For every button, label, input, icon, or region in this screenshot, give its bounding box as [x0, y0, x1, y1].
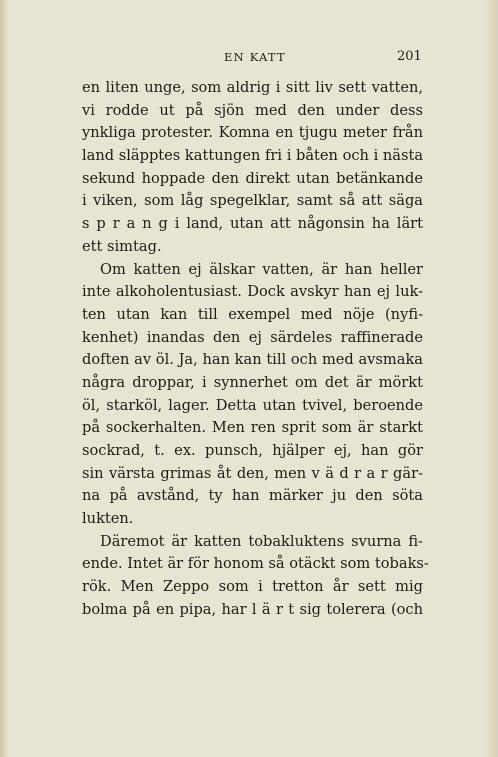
text-line: ende. Intet är för honom så otäckt som tobaks- — [82, 555, 429, 573]
text-line: ett simtag. — [82, 237, 162, 255]
text-line: ten utan kan till exempel med nöje (nyfi- — [82, 305, 423, 323]
text-line: kenhet) inandas den ej särdeles raffinerade — [82, 328, 423, 346]
page-number: 201 — [397, 49, 422, 64]
text-line: sekund hoppade den direkt utan betänkande — [82, 169, 423, 187]
text-line: s p r a n g i land, utan att någonsin ha lärt — [82, 215, 423, 233]
text-line: vi rodde ut på sjön med den under dess — [82, 101, 423, 119]
text-line: några droppar, i synnerhet om det är mörkt — [82, 373, 423, 391]
text-line: land släpptes kattungen fri i båten och i nästa — [82, 147, 424, 165]
text-line: i viken, som låg spegelklar, samt så att säga — [82, 192, 423, 210]
paragraph-start-line: Om katten ej älskar vatten, är han heller — [100, 260, 423, 278]
text-line: på sockerhalten. Men ren sprit som är starkt — [82, 419, 423, 437]
running-header: EN KATT — [224, 50, 286, 64]
text-line: en liten unge, som aldrig i sitt liv sett vatten, — [82, 79, 423, 96]
paragraph-start-line: Däremot är katten tobakluktens svurna fi- — [100, 532, 423, 550]
text-line: ynkliga protester. Komna en tjugu meter från — [82, 124, 423, 142]
text-line: na på avstånd, ty han märker ju den söta — [82, 487, 423, 505]
body-text — [82, 77, 429, 622]
text-line: doften av öl. Ja, han kan till och med avsmaka — [82, 351, 423, 369]
page-gutter-shadow — [0, 0, 8, 757]
text-line: öl, starköl, lager. Detta utan tvivel, beroende — [82, 396, 423, 414]
text-line: bolma på en pipa, har l ä r t sig tolerera (och — [82, 600, 423, 618]
text-line: sockrad, t. ex. punsch, hjälper ej, han gör — [82, 442, 423, 459]
text-line: lukten. — [82, 510, 134, 528]
page-edge-shadow — [484, 0, 498, 757]
text-line: sin värsta grimas åt den, men v ä d r a r gär- — [82, 464, 423, 482]
text-line: rök. Men Zeppo som i tretton år sett mig — [82, 578, 423, 596]
text-line: inte alkoholentusiast. Dock avskyr han ej luk- — [82, 283, 423, 301]
